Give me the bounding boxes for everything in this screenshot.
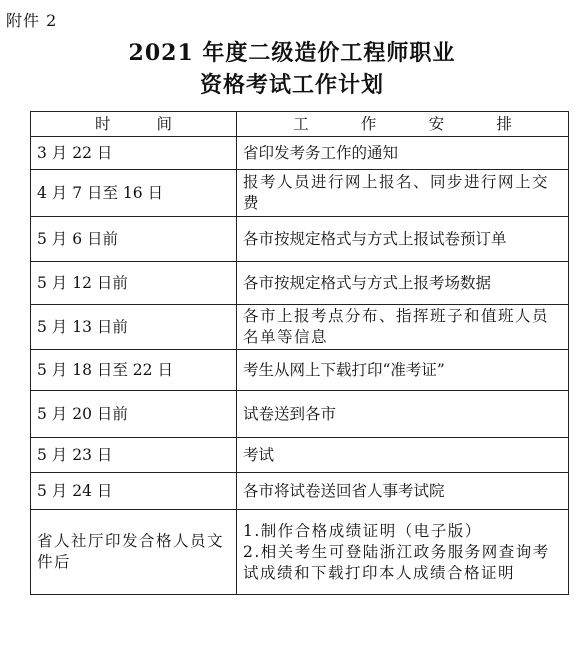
header-work-char: 作: [360, 114, 377, 133]
document-title-line-1: 2021 年度二级造价工程师职业: [128, 40, 456, 66]
document-title-line-2: 资格考试工作计划: [199, 72, 384, 98]
time-cell: 5 月 18 日至 22 日: [31, 350, 237, 391]
header-work-char: 工: [293, 114, 309, 133]
time-cell: 5 月 12 日前: [31, 262, 237, 305]
table-row: [31, 438, 569, 473]
time-cell: 5 月 6 日前: [31, 217, 237, 262]
exam-schedule-table: [30, 111, 569, 595]
work-cell: 各市将试卷送回省人事考试院: [237, 473, 569, 510]
work-line: 1.制作合格成绩证明（电子版）: [243, 521, 482, 540]
table-row: [31, 305, 569, 350]
table-row: [31, 217, 569, 262]
table-row: [31, 170, 569, 217]
table-row: [31, 391, 569, 438]
time-cell: 5 月 13 日前: [31, 305, 237, 350]
header-work-char: 排: [496, 114, 512, 133]
work-cell: 各市上报考点分布、指挥班子和值班人员名单等信息: [237, 305, 569, 350]
work-cell: 各市按规定格式与方式上报试卷预订单: [237, 217, 569, 262]
work-cell: 考生从网上下载打印“准考证”: [237, 350, 569, 391]
work-cell: 考试: [237, 438, 569, 473]
header-time-char: 时: [95, 114, 111, 133]
header-time-char: 间: [156, 114, 172, 133]
work-cell: 各市按规定格式与方式上报考场数据: [237, 262, 569, 305]
header-work: [237, 112, 569, 137]
work-cell: 省印发考务工作的通知: [237, 137, 569, 170]
table-row: [31, 137, 569, 170]
time-cell: 5 月 20 日前: [31, 391, 237, 438]
time-cell: 3 月 22 日: [31, 137, 237, 170]
work-cell: [237, 510, 569, 595]
table-row: [31, 350, 569, 391]
work-cell: 报考人员进行网上报名、同步进行网上交费: [237, 170, 569, 217]
work-line: 2.相关考生可登陆浙江政务服务网查询考试成绩和下载打印本人成绩合格证明: [243, 542, 550, 582]
attachment-label: 附件 2: [6, 11, 58, 30]
time-cell: 5 月 24 日: [31, 473, 237, 510]
time-cell: 4 月 7 日至 16 日: [31, 170, 237, 217]
table-row: [31, 262, 569, 305]
time-cell: 省人社厅印发合格人员文件后: [31, 510, 237, 595]
header-work-char: 安: [428, 114, 445, 133]
header-time: [31, 112, 237, 137]
table-header-row: [31, 112, 569, 137]
table-row: [31, 473, 569, 510]
table-row: [31, 510, 569, 595]
time-cell: 5 月 23 日: [31, 438, 237, 473]
work-cell: 试卷送到各市: [237, 391, 569, 438]
